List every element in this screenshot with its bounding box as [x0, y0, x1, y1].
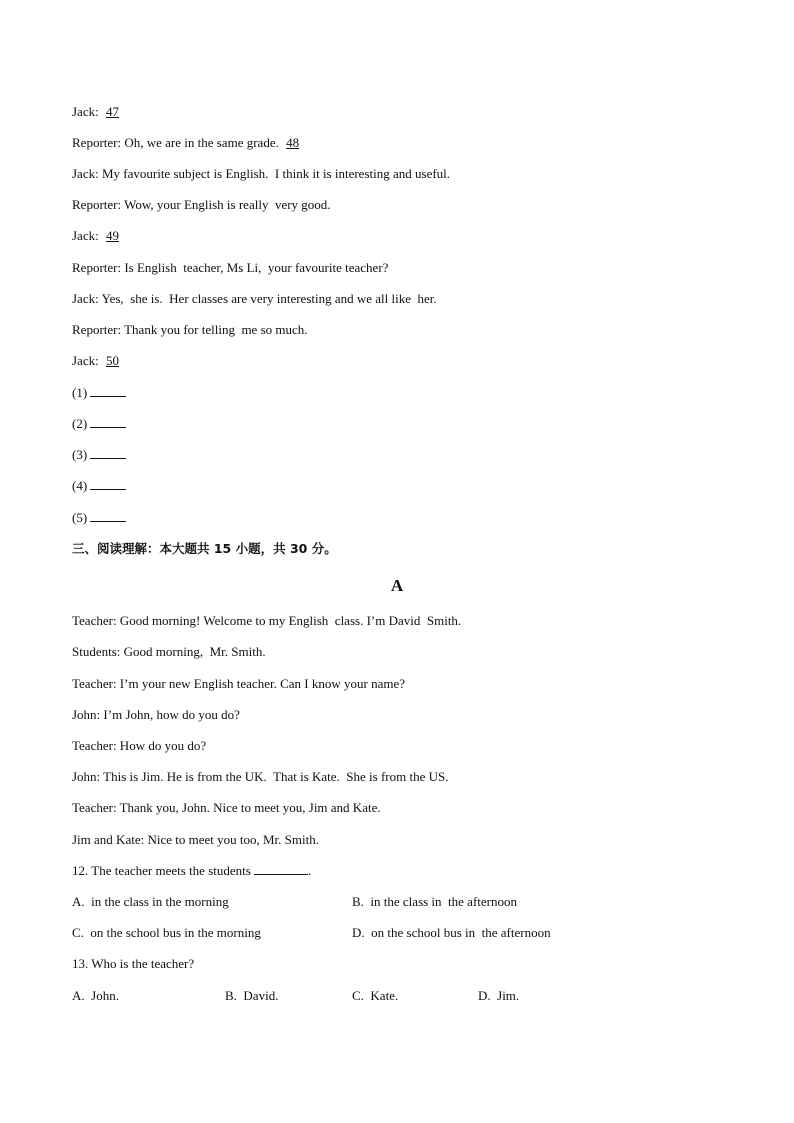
answer-slot-number: (4): [72, 478, 88, 493]
answer-line[interactable]: [90, 478, 126, 490]
passage-line: Teacher: Good morning! Welcome to my English class. I’m David Smith.: [72, 613, 462, 628]
section-title: 三、阅读理解：本大题共 15 小题，共 30 分。: [72, 541, 337, 556]
passage-heading: A: [390, 576, 404, 595]
q12-option-a[interactable]: A. in the class in the morning: [72, 894, 229, 909]
q13-option-b[interactable]: B. David.: [225, 988, 279, 1003]
dialogue-line: [72, 228, 123, 244]
passage-line: Teacher: Thank you, John. Nice to meet you, Jim and Kate.: [72, 800, 381, 815]
answer-slot: [72, 510, 126, 526]
speaker-label: Reporter:: [72, 197, 122, 212]
answer-slot: [72, 447, 126, 463]
speaker-label: Jack:: [72, 228, 99, 243]
speaker-label: Jack:: [72, 104, 99, 119]
dialogue-line: [72, 291, 437, 307]
passage-line: Students: Good morning, Mr. Smith.: [72, 644, 266, 659]
answer-blank: 47: [105, 104, 119, 119]
dialogue-line: [72, 260, 388, 276]
dialogue-text: Wow, your English is really very good.: [124, 197, 331, 212]
dialogue-line: [72, 353, 123, 369]
question-12-stem: [72, 863, 311, 879]
dialogue-line: [72, 197, 331, 213]
passage-line: Teacher: I’m your new English teacher. Can I know your name?: [72, 676, 405, 691]
speaker-label: Reporter:: [72, 135, 122, 150]
answer-line[interactable]: [254, 863, 308, 875]
answer-line[interactable]: [90, 385, 126, 397]
answer-line[interactable]: [90, 416, 126, 428]
answer-slot-number: (1): [72, 385, 88, 400]
q13-option-a[interactable]: A. John.: [72, 988, 119, 1003]
q13-option-c[interactable]: C. Kate.: [352, 988, 399, 1003]
answer-slot: [72, 478, 126, 494]
passage-line: John: This is Jim. He is from the UK. That is Kate. She is from the US.: [72, 769, 449, 784]
dialogue-text: Yes, she is. Her classes are very interesting and we all like her.: [101, 291, 437, 306]
dialogue-line: [72, 166, 450, 182]
answer-slot: [72, 416, 126, 432]
answer-blank: 48: [286, 135, 300, 150]
passage-line: John: I’m John, how do you do?: [72, 707, 240, 722]
question-stem-end: .: [308, 863, 312, 878]
answer-blank: 49: [105, 228, 119, 243]
passage-line: Teacher: How do you do?: [72, 738, 207, 753]
q13-option-d[interactable]: D. Jim.: [478, 988, 520, 1003]
dialogue-text: Thank you for telling me so much.: [124, 322, 308, 337]
answer-slot-number: (5): [72, 510, 88, 525]
answer-line[interactable]: [90, 447, 126, 459]
dialogue-text: Is English teacher, Ms Li, your favourite teacher?: [124, 260, 389, 275]
answer-blank: 50: [105, 353, 119, 368]
dialogue-line: [72, 135, 303, 151]
speaker-label: Jack:: [72, 353, 99, 368]
q12-option-b[interactable]: B. in the class in the afternoon: [352, 894, 517, 909]
speaker-label: Jack:: [72, 166, 99, 181]
dialogue-line: [72, 322, 308, 338]
answer-slot: [72, 385, 126, 401]
dialogue-text: Oh, we are in the same grade.: [124, 135, 279, 150]
speaker-label: Reporter:: [72, 322, 122, 337]
dialogue-text: My favourite subject is English. I think it is interesting and useful.: [101, 166, 451, 181]
question-text: 12. The teacher meets the students: [72, 863, 251, 878]
dialogue-line: [72, 104, 123, 120]
answer-line[interactable]: [90, 510, 126, 522]
speaker-label: Reporter:: [72, 260, 122, 275]
answer-slot-number: (2): [72, 416, 88, 431]
q12-option-d[interactable]: D. on the school bus in the afternoon: [352, 925, 551, 940]
passage-line: Jim and Kate: Nice to meet you too, Mr. Smith.: [72, 832, 319, 847]
question-13-stem: 13. Who is the teacher?: [72, 956, 195, 971]
q12-option-c[interactable]: C. on the school bus in the morning: [72, 925, 261, 940]
answer-slot-number: (3): [72, 447, 88, 462]
speaker-label: Jack:: [72, 291, 99, 306]
